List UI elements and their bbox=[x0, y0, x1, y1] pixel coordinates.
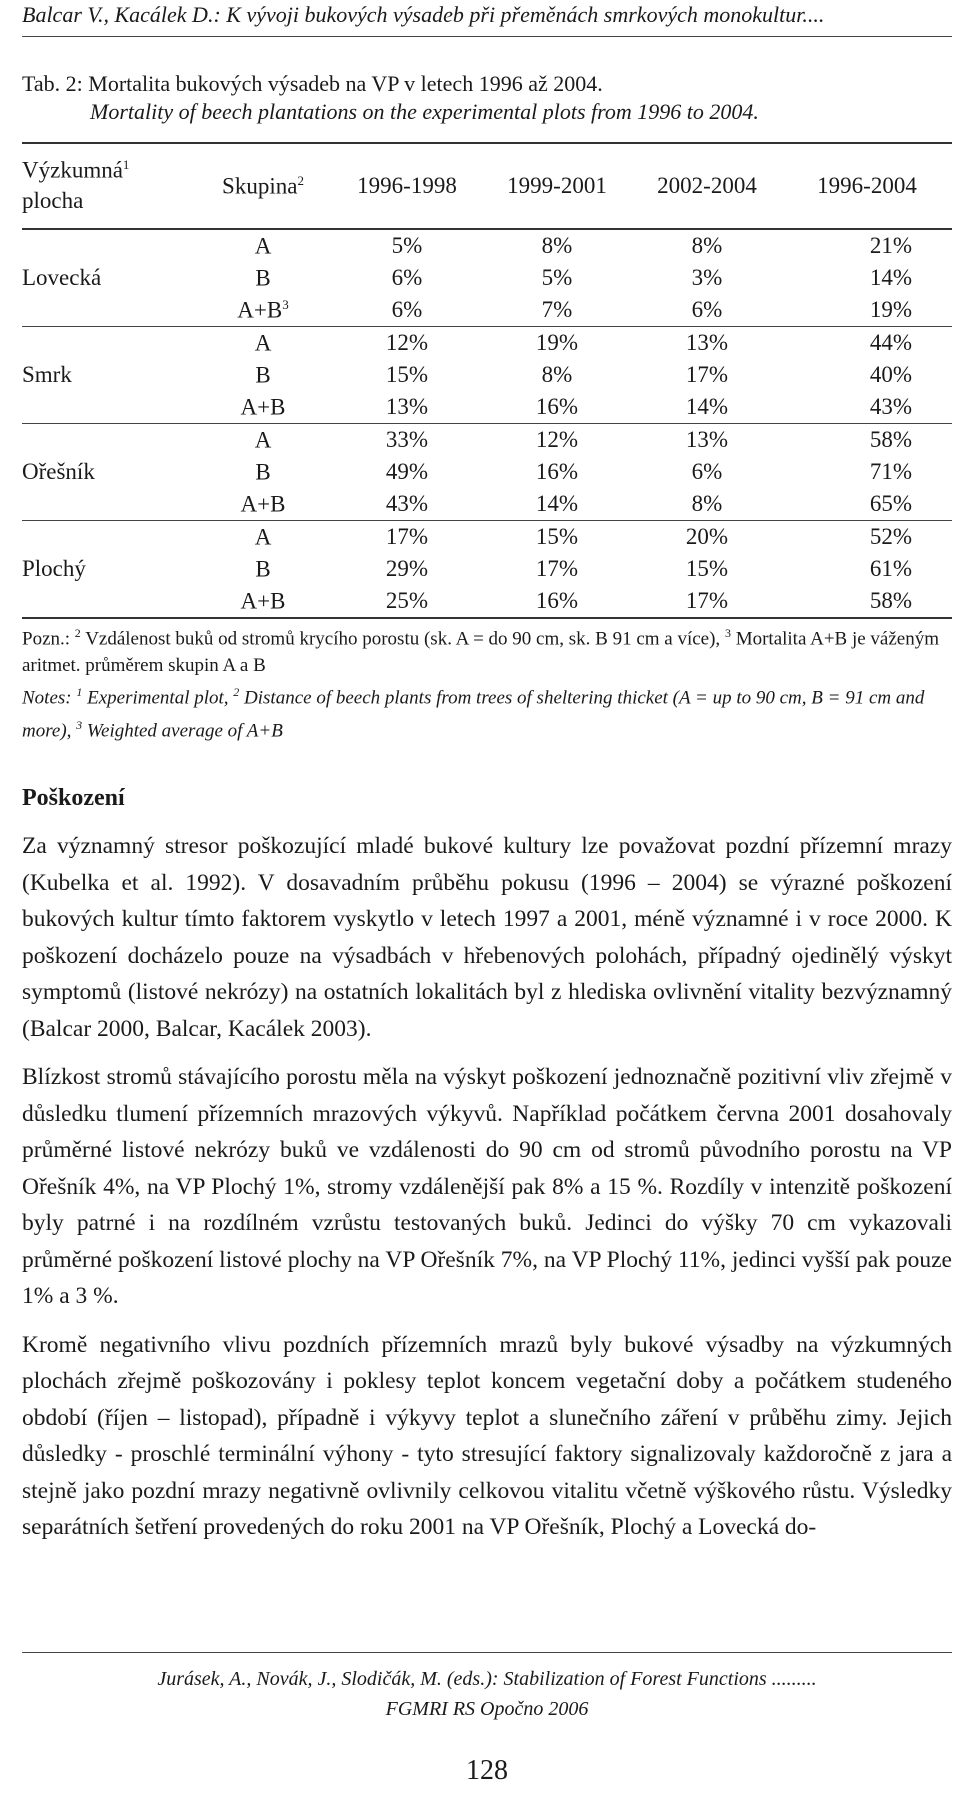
cell-period-3: 8% bbox=[632, 488, 782, 521]
cell-plot bbox=[22, 327, 194, 360]
cell-period-2: 8% bbox=[541, 362, 573, 387]
cell-period-3: 3% bbox=[691, 265, 723, 290]
paragraph: Kromě negativního vlivu pozdních přízemních mrazů byly bukové výsadby na výzkumných plochách zřejmě poškozovány i poklesy teplot koncem vegetační doby a počátkem studeného období (říjen – listopad), případně i výkyvy teplot a slunečního záření v průběhu zimy. Jejich důsledky - proschlé terminální výhony - tyto stresující faktory signalizovaly každoročně z jara a stejně jako pozdní mrazy negativně ovlivnily celkovou vitalitu včetně výškového růstu. Výsledky separátních šetření provedených do roku 2001 na VP Ořešník, Plochý a Lovecká do- bbox=[22, 1331, 952, 1540]
table-row bbox=[22, 327, 952, 360]
cell-period-3: 6% bbox=[632, 294, 782, 327]
section-heading: Poškození bbox=[22, 785, 125, 811]
cell-total: 14% bbox=[869, 265, 912, 290]
cell-period-3: 17% bbox=[632, 585, 782, 618]
footer bbox=[22, 1664, 952, 1724]
cell-period-2: 16% bbox=[535, 459, 579, 484]
cell-period-1: 17% bbox=[385, 524, 429, 549]
table-row bbox=[22, 521, 952, 554]
cell-total: 65% bbox=[782, 488, 952, 521]
cell-period-3: 6% bbox=[691, 459, 723, 484]
notes-cz: Pozn.: $^2$ Vzdálenost buků od stromů krycího porostu (sk. A = do 90 cm, sk. B 91 cm a více), $^3$ Mortalita A+B je váženým aritmet. průměrem skupin A a B bbox=[22, 626, 939, 677]
cell-group: A bbox=[254, 330, 272, 356]
cell-period-1: 49% bbox=[385, 459, 429, 484]
footer-line-2: FGMRI RS Opočno 2006 bbox=[385, 1698, 589, 1720]
table-row bbox=[22, 456, 952, 488]
footer-line-1: Jurásek, A., Novák, J., Slodičák, M. (eds.): Stabilization of Forest Functions ......... bbox=[157, 1668, 817, 1690]
cell-total: 58% bbox=[869, 427, 912, 452]
header-group: Skupina$^2$ bbox=[194, 143, 332, 229]
cell-group: A+B bbox=[194, 391, 332, 424]
header-total: 1996-2004 bbox=[782, 143, 952, 229]
cell-period-3: 15% bbox=[685, 556, 729, 581]
cell-period-3: 13% bbox=[685, 330, 729, 355]
table-header-row bbox=[22, 143, 952, 229]
cell-plot bbox=[22, 391, 194, 424]
cell-group: $A+B^3$ bbox=[194, 294, 332, 327]
table-row bbox=[22, 391, 952, 424]
cell-total: 61% bbox=[869, 556, 912, 581]
paragraph: Blízkost stromů stávajícího porostu měla na výskyt poškození jednoznačně pozitivní vliv zřejmě v důsledku tlumení přízemních mrazových výkyvů. Například počátkem června 2001 dosahovaly průměrné listové nekrózy buků ve vzdálenosti do 90 cm od stromů původního porostu na VP Ořešník 4%, na VP Plochý 1%, stromy vzdálenější pak 8% a 15 %. Rozdíly v intenzitě poškození byly patrné i na rozdílném vzrůstu testovaných buků. Jedinci do výšky 70 cm vykazovali průměrné poškození listové plochy na VP Ořešník 7%, na VP Plochý 11%, jedinci vyšší pak pouze 1% a 3 %. bbox=[22, 1064, 952, 1309]
header-period-2: 1999-2001 bbox=[482, 143, 632, 229]
cell-period-1: 25% bbox=[332, 585, 482, 618]
cell-period-1: 13% bbox=[332, 391, 482, 424]
cell-plot bbox=[22, 229, 194, 262]
running-head: Balcar V., Kacálek D.: K vývoji bukových výsadeb při přeměnách smrkových monokultur.... bbox=[22, 2, 825, 27]
cell-group: A+B bbox=[194, 488, 332, 521]
cell-plot bbox=[22, 521, 194, 554]
table-caption bbox=[22, 70, 759, 126]
table-row bbox=[22, 553, 952, 585]
cell-total: 71% bbox=[869, 459, 912, 484]
cell-plot bbox=[22, 424, 194, 457]
cell-plot bbox=[22, 294, 194, 327]
table-row bbox=[22, 229, 952, 262]
cell-plot bbox=[22, 585, 194, 618]
cell-period-2: 12% bbox=[535, 427, 579, 452]
cell-period-1: 12% bbox=[385, 330, 429, 355]
header-rule bbox=[22, 36, 952, 37]
cell-group: B bbox=[255, 265, 271, 291]
table-body bbox=[22, 229, 952, 618]
notes-en: Notes: $^1$ Experimental plot, $^2$ Distance of beech plants from trees of sheltering thicket (A = up to 90 cm, B = 91 cm and more), $^3$ Weighted average of A+B bbox=[22, 685, 925, 741]
cell-group: A bbox=[254, 233, 272, 259]
footer-rule bbox=[22, 1652, 952, 1653]
table-row bbox=[22, 262, 952, 294]
cell-group: B bbox=[255, 459, 271, 485]
header-plot: Výzkumná$^1$ plocha bbox=[22, 143, 194, 229]
cell-period-1: 6% bbox=[332, 294, 482, 327]
cell-period-2: 14% bbox=[482, 488, 632, 521]
cell-total: 58% bbox=[782, 585, 952, 618]
table-caption-cz: Tab. 2: Mortalita bukových výsadeb na VP v letech 1996 až 2004. bbox=[22, 71, 603, 96]
cell-plot: Plochý bbox=[22, 556, 86, 581]
table-caption-en: Mortality of beech plantations on the experimental plots from 1996 to 2004. bbox=[90, 99, 759, 124]
header-period-1: 1996-1998 bbox=[332, 143, 482, 229]
cell-period-1: 33% bbox=[385, 427, 429, 452]
cell-period-1: 29% bbox=[385, 556, 429, 581]
cell-period-1: 15% bbox=[385, 362, 429, 387]
cell-group: B bbox=[255, 556, 271, 582]
cell-period-2: 15% bbox=[535, 524, 579, 549]
page-number: 128 bbox=[466, 1755, 508, 1786]
header-period-3: 2002-2004 bbox=[632, 143, 782, 229]
cell-group: A bbox=[254, 524, 272, 550]
cell-period-3: 14% bbox=[632, 391, 782, 424]
cell-period-2: 8% bbox=[541, 233, 573, 258]
cell-total: 44% bbox=[869, 330, 912, 355]
cell-group: B bbox=[255, 362, 271, 388]
table-row bbox=[22, 424, 952, 457]
table-row bbox=[22, 585, 952, 618]
cell-period-3: 13% bbox=[685, 427, 729, 452]
cell-period-2: 5% bbox=[541, 265, 573, 290]
mortality-table bbox=[22, 142, 952, 619]
table-row bbox=[22, 294, 952, 327]
cell-period-2: 19% bbox=[535, 330, 579, 355]
table-row bbox=[22, 359, 952, 391]
cell-plot: Ořešník bbox=[22, 459, 95, 484]
cell-period-3: 17% bbox=[685, 362, 729, 387]
cell-total: 19% bbox=[782, 294, 952, 327]
cell-period-2: 16% bbox=[482, 391, 632, 424]
cell-period-3: 20% bbox=[685, 524, 729, 549]
paragraph: Za významný stresor poškozující mladé bukové kultury lze považovat pozdní přízemní mrazy (Kubelka et al. 1992). V dosavadním průběhu pokusu (1996 – 2004) se výrazné poškození bukových kultur tímto faktorem vyskytlo v letech 1997 a 2001, méně významné i v roce 2000. K poškození docházelo pouze na výsadbách v hřebenových polohách, případný ojedinělý výskyt symptomů (listové nekrózy) na ostatních lokalitách byl z hlediska ovlivnění vitality bezvýznamný (Balcar 2000, Balcar, Kacálek 2003). bbox=[22, 833, 952, 1042]
cell-plot: Lovecká bbox=[22, 265, 102, 290]
cell-period-2: 7% bbox=[482, 294, 632, 327]
cell-plot bbox=[22, 488, 194, 521]
cell-total: 21% bbox=[869, 233, 912, 258]
table-row bbox=[22, 488, 952, 521]
cell-period-1: 43% bbox=[332, 488, 482, 521]
cell-plot: Smrk bbox=[22, 362, 72, 387]
table-notes bbox=[22, 620, 952, 744]
cell-period-2: 16% bbox=[482, 585, 632, 618]
cell-total: 43% bbox=[782, 391, 952, 424]
cell-group: A bbox=[254, 427, 272, 453]
cell-total: 52% bbox=[869, 524, 912, 549]
cell-period-2: 17% bbox=[535, 556, 579, 581]
cell-period-3: 8% bbox=[691, 233, 723, 258]
body-text bbox=[22, 828, 952, 1558]
cell-total: 40% bbox=[869, 362, 912, 387]
cell-period-1: 5% bbox=[391, 233, 423, 258]
cell-group: A+B bbox=[194, 585, 332, 618]
cell-period-1: 6% bbox=[391, 265, 423, 290]
